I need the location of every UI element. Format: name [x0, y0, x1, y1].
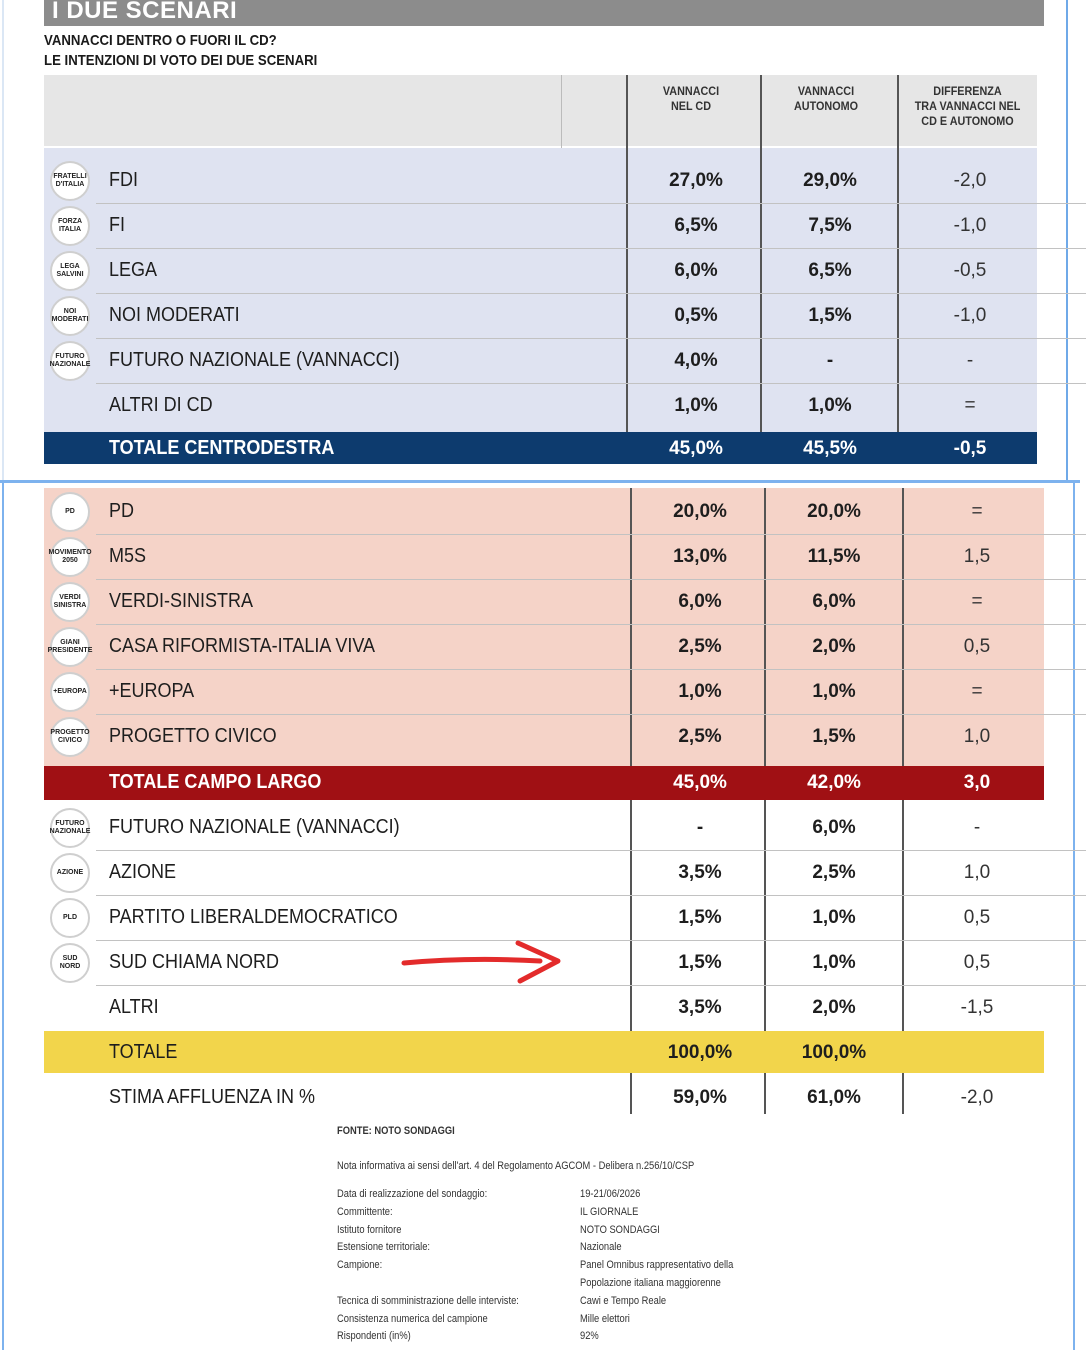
value-autonomo: 1,5% — [808, 305, 852, 326]
table-row — [44, 249, 1044, 293]
table-row — [44, 806, 1044, 850]
value-autonomo: 6,0% — [812, 591, 856, 612]
logo-text: LEGA SALVINI — [56, 263, 84, 278]
value-nel-cd: - — [696, 817, 704, 838]
value-nel-cd: 6,0% — [674, 260, 718, 281]
azione-logo-icon — [50, 853, 90, 893]
value-diff: = — [971, 591, 983, 612]
fratelli-ditalia-logo-icon — [50, 161, 90, 201]
party-name: LEGA — [109, 259, 158, 281]
value-autonomo: 6,5% — [808, 260, 852, 281]
value-nel-cd: 1,5% — [678, 952, 722, 973]
table-row — [44, 204, 1044, 248]
totale-centrodestra-nel-cd: 45,0% — [669, 438, 723, 459]
logo-text: SUD NORD — [59, 955, 81, 970]
value-diff: = — [964, 395, 976, 416]
logo-text: PLD — [63, 914, 77, 921]
party-name: ALTRI — [109, 996, 159, 1018]
frame-line — [1066, 0, 1068, 480]
red-arrow-icon — [400, 935, 565, 987]
footer-detail-value: 92% — [580, 1330, 599, 1343]
footer-detail-value: 19-21/06/2026 — [580, 1188, 641, 1200]
affluenza-autonomo: 61,0% — [807, 1087, 861, 1108]
table-row — [44, 851, 1044, 895]
futuro-nazionale-logo-icon — [50, 808, 90, 848]
totale-centrodestra-label: TOTALE CENTRODESTRA — [109, 437, 335, 459]
logo-text: +EUROPA — [53, 688, 87, 695]
value-nel-cd: 1,0% — [678, 681, 722, 702]
value-diff: - — [973, 817, 981, 838]
forza-italia-logo-icon — [50, 206, 90, 246]
value-nel-cd: 2,5% — [678, 726, 722, 747]
column-header-nel-cd: VANNACCI NEL CD — [662, 84, 720, 113]
logo-text: VERDI SINISTRA — [53, 594, 87, 609]
value-autonomo: 2,0% — [812, 997, 856, 1018]
value-autonomo: 1,0% — [812, 907, 856, 928]
frame-line — [2, 0, 4, 480]
pld-logo-icon — [50, 898, 90, 938]
futuro-nazionale-logo-icon — [50, 341, 90, 381]
party-name: SUD CHIAMA NORD — [109, 951, 280, 973]
footer-detail-value: Popolazione italiana maggiorenne — [580, 1277, 721, 1289]
footer-detail-key: Tecnica di somministrazione delle interviste: — [337, 1294, 519, 1307]
casa-riformista-logo-icon — [47, 627, 93, 667]
party-name: PARTITO LIBERALDEMOCRATICO — [109, 906, 398, 928]
value-diff: = — [971, 681, 983, 702]
screenshot-divider — [0, 480, 1080, 483]
table-row — [44, 159, 1044, 203]
table-row — [44, 535, 1044, 579]
totale-campo-largo-diff: 3,0 — [963, 772, 991, 793]
value-nel-cd: 20,0% — [673, 501, 727, 522]
logo-text: GIANI PRESIDENTE — [47, 639, 93, 654]
value-diff: -1,0 — [953, 215, 987, 236]
footer-detail-value: IL GIORNALE — [580, 1205, 639, 1218]
value-diff: 0,5 — [963, 907, 991, 928]
table-header — [44, 75, 1037, 146]
page-title: I DUE SCENARI — [52, 0, 238, 24]
value-autonomo: 7,5% — [808, 215, 852, 236]
table-row — [44, 339, 1044, 383]
value-autonomo: 1,0% — [808, 395, 852, 416]
column-header-differenza: DIFFERENZA TRA VANNACCI NEL CD E AUTONOMO — [914, 84, 1021, 128]
affluenza-nel-cd: 59,0% — [673, 1087, 727, 1108]
table-row — [44, 384, 1044, 428]
logo-text: PROGETTO CIVICO — [50, 729, 90, 744]
value-autonomo: 1,0% — [812, 681, 856, 702]
party-name: FUTURO NAZIONALE (VANNACCI) — [109, 816, 400, 838]
sud-chiama-nord-logo-icon — [50, 943, 90, 983]
totale-centrodestra-autonomo: 45,5% — [803, 438, 857, 459]
totale-nel-cd: 100,0% — [667, 1042, 733, 1063]
value-autonomo: - — [826, 350, 834, 371]
totale-autonomo: 100,0% — [801, 1042, 867, 1063]
totale-bar — [44, 1031, 1044, 1073]
column-divider — [561, 75, 562, 148]
party-name: PROGETTO CIVICO — [109, 725, 277, 747]
noi-moderati-logo-icon — [50, 296, 90, 336]
logo-text: FUTURO NAZIONALE — [49, 820, 91, 835]
value-diff: 0,5 — [963, 636, 991, 657]
party-name: NOI MODERATI — [109, 304, 240, 326]
subtitle: VANNACCI DENTRO O FUORI IL CD? — [44, 32, 277, 49]
value-autonomo: 1,5% — [812, 726, 856, 747]
logo-text: MOVIMENTO 2050 — [48, 549, 92, 564]
value-diff: -1,5 — [960, 997, 994, 1018]
value-autonomo: 1,0% — [812, 952, 856, 973]
table-row — [44, 580, 1044, 624]
value-nel-cd: 4,0% — [674, 350, 718, 371]
verdi-sinistra-logo-icon — [50, 582, 90, 622]
value-diff: 0,5 — [963, 952, 991, 973]
progetto-civico-logo-icon — [50, 717, 90, 757]
subtitle: LE INTENZIONI DI VOTO DEI DUE SCENARI — [44, 52, 318, 69]
party-name: M5S — [109, 545, 147, 567]
table-row — [44, 986, 1044, 1030]
footer-detail-value: Nazionale — [580, 1241, 622, 1254]
party-name: FUTURO NAZIONALE (VANNACCI) — [109, 349, 400, 371]
frame-line — [2, 483, 4, 1350]
party-name: ALTRI DI CD — [109, 394, 213, 416]
nota-informativa: Nota informativa ai sensi dell'art. 4 del Regolamento AGCOM - Delibera n.256/10/CSP — [337, 1160, 695, 1172]
table-row — [44, 670, 1044, 714]
table-row — [44, 490, 1044, 534]
table-row — [44, 715, 1044, 759]
value-nel-cd: 0,5% — [674, 305, 718, 326]
value-nel-cd: 2,5% — [678, 636, 722, 657]
totale-centrodestra-diff: -0,5 — [953, 438, 987, 459]
party-name: AZIONE — [109, 861, 177, 883]
value-autonomo: 29,0% — [803, 170, 857, 191]
value-diff: 1,0 — [963, 862, 991, 883]
footer-detail-value: Cawi e Tempo Reale — [580, 1294, 667, 1307]
table-row — [44, 896, 1044, 940]
value-nel-cd: 3,5% — [678, 862, 722, 883]
footer-detail-key: Estensione territoriale: — [337, 1241, 431, 1254]
totale-label: TOTALE — [109, 1041, 178, 1063]
value-nel-cd: 6,0% — [678, 591, 722, 612]
value-nel-cd: 27,0% — [669, 170, 723, 191]
affluenza-label: STIMA AFFLUENZA IN % — [109, 1086, 316, 1108]
value-diff: = — [971, 501, 983, 522]
value-autonomo: 2,0% — [812, 636, 856, 657]
footer-detail-key: Campione: — [337, 1259, 383, 1272]
value-nel-cd: 13,0% — [673, 546, 727, 567]
value-diff: 1,0 — [963, 726, 991, 747]
value-autonomo: 6,0% — [812, 817, 856, 838]
totale-campo-largo-autonomo: 42,0% — [807, 772, 861, 793]
footer-detail-key: Rispondenti (in%) — [337, 1330, 411, 1343]
frame-line — [1073, 483, 1075, 1350]
logo-text: FUTURO NAZIONALE — [49, 353, 91, 368]
logo-text: NOI MODERATI — [51, 308, 89, 323]
logo-text: AZIONE — [56, 869, 84, 876]
logo-text: FRATELLI D'ITALIA — [53, 173, 87, 188]
table-row — [44, 625, 1044, 669]
footer-detail-key: Data di realizzazione del sondaggio: — [337, 1188, 488, 1200]
fonte: FONTE: NOTO SONDAGGI — [337, 1125, 455, 1137]
m5s-logo-icon — [50, 537, 90, 577]
affluenza-diff: -2,0 — [960, 1087, 994, 1108]
column-header-autonomo: VANNACCI AUTONOMO — [793, 84, 858, 113]
logo-text: FORZA ITALIA — [57, 218, 83, 233]
value-autonomo: 20,0% — [807, 501, 861, 522]
footer-detail-value: NOTO SONDAGGI — [580, 1223, 660, 1236]
value-diff: -0,5 — [953, 260, 987, 281]
party-name: +EUROPA — [109, 680, 195, 702]
totale-campo-largo-label: TOTALE CAMPO LARGO — [109, 771, 322, 793]
value-nel-cd: 1,5% — [678, 907, 722, 928]
totale-campo-largo-nel-cd: 45,0% — [673, 772, 727, 793]
footer-detail-value: Mille elettori — [580, 1312, 630, 1325]
value-diff: -1,0 — [953, 305, 987, 326]
footer-detail-value: Panel Omnibus rappresentativo della — [580, 1259, 734, 1272]
value-diff: - — [966, 350, 974, 371]
value-nel-cd: 3,5% — [678, 997, 722, 1018]
value-autonomo: 2,5% — [812, 862, 856, 883]
party-name: PD — [109, 500, 135, 522]
footer-detail-key: Istituto fornitore — [337, 1223, 402, 1236]
value-diff: 1,5 — [963, 546, 991, 567]
value-diff: -2,0 — [953, 170, 987, 191]
table-row — [44, 294, 1044, 338]
footer-detail-key: Committente: — [337, 1205, 393, 1218]
pd-logo-icon — [50, 492, 90, 532]
piu-europa-logo-icon — [50, 672, 90, 712]
footer-detail-key: Consistenza numerica del campione — [337, 1312, 488, 1325]
party-name: VERDI-SINISTRA — [109, 590, 254, 612]
lega-logo-icon — [50, 251, 90, 291]
value-autonomo: 11,5% — [807, 546, 861, 567]
party-name: FDI — [109, 169, 138, 191]
party-name: CASA RIFORMISTA-ITALIA VIVA — [109, 635, 376, 657]
value-nel-cd: 6,5% — [674, 215, 718, 236]
logo-text: PD — [65, 508, 75, 515]
party-name: FI — [109, 214, 126, 236]
value-nel-cd: 1,0% — [674, 395, 718, 416]
